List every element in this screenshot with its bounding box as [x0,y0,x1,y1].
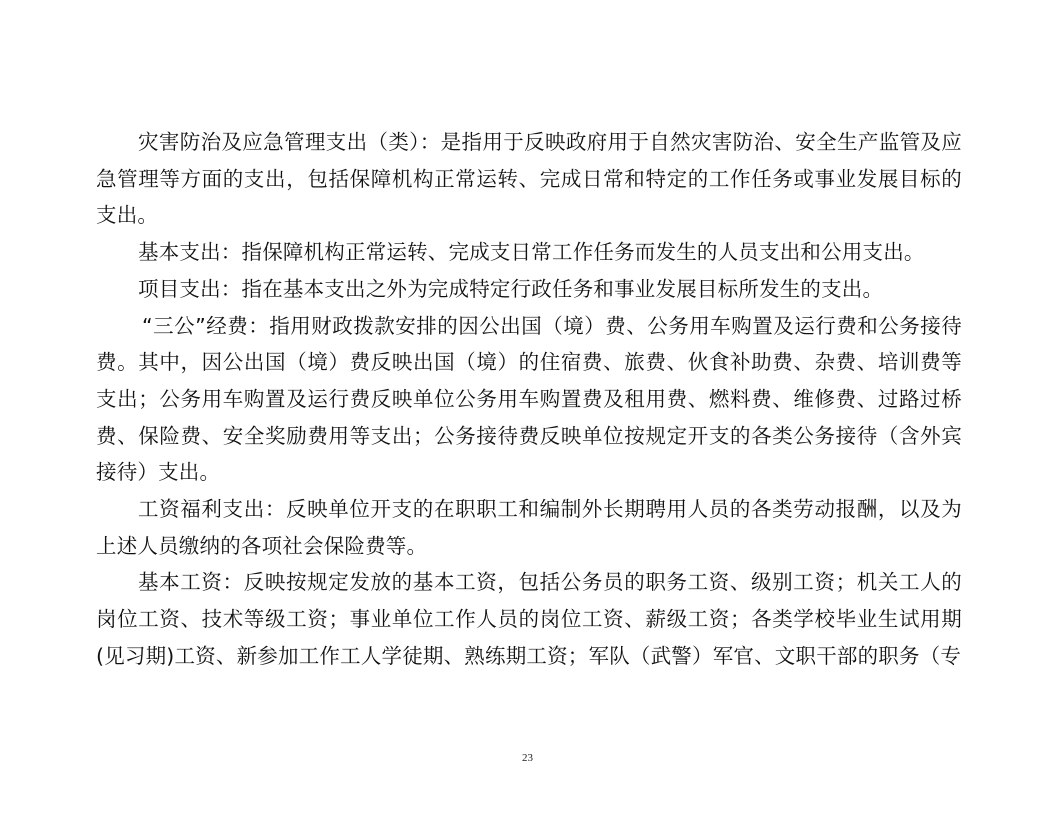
paragraph-basic-expenditure: 基本支出：指保障机构正常运转、完成支日常工作任务而发生的人员支出和公用支出。 [138,240,925,265]
paragraph-wage-welfare-expenditure: 工资福利支出：反映单位开支的在职职工和编制外长期聘用人员的各类劳动报酬，以及为上述人员缴纳的各项社会保险费等。 [96,497,962,558]
body-text [96,124,962,675]
page-number: 23 [522,752,533,764]
paragraph-three-public-expenses: “三公”经费：指用财政拨款安排的因公出国（境）费、公务用车购置及运行费和公务接待费。其中，因公出国（境）费反映出国（境）的住宿费、旅费、伙食补助费、杂费、培训费等支出；公务用车购置及运行费反映单位公务用车购置费及租用费、燃料费、维修费、过路过桥费、保险费、安全奖励费用等支出；公务接待费反映单位按规定开支的各类公务接待（含外宾接待）支出。 [96,313,962,485]
paragraph-basic-wage: 基本工资：反映按规定发放的基本工资，包括公务员的职务工资、级别工资；机关工人的岗位工资、技术等级工资；事业单位工作人员的岗位工资、薪级工资；各类学校毕业生试用期(见习期)工资、新参加工作工人学徒期、熟练期工资；军队（武警）军官、文职干部的职务（专 [96,570,962,668]
paragraph-project-expenditure: 项目支出：指在基本支出之外为完成特定行政任务和事业发展目标所发生的支出。 [138,276,884,301]
paragraph-disaster-prevention-expenditure: 灾害防治及应急管理支出（类）：是指用于反映政府用于自然灾害防治、安全生产监管及应急管理等方面的支出，包括保障机构正常运转、完成日常和特定的工作任务或事业发展目标的支出。 [96,130,962,228]
